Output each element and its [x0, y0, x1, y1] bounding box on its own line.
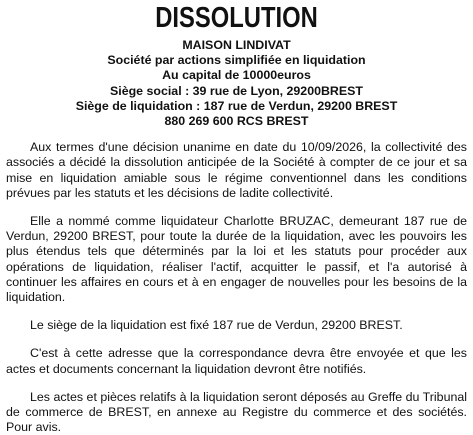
notice-title: DISSOLUTION: [155, 2, 318, 34]
liquidation-office: Siège de liquidation : 187 rue de Verdun, 29200 BREST: [75, 98, 398, 113]
company-capital: Au capital de 10000euros: [162, 68, 311, 83]
registered-office: Siège social : 39 rue de Lyon, 29200BREST: [110, 83, 363, 98]
paragraph-decision: Aux termes d'une décision unanime en date du 10/09/2026, la collectivité des associés a décidé la dissolution anticipée de la Société à compter de ce jour et sa mise en liquidation amiable sous le régime conventionnel dans les conditions prévues par les statuts et les décisions de ladite collectivité.: [6, 140, 467, 200]
company-name: MAISON LINDIVAT: [182, 38, 291, 52]
paragraph-filing: Les actes et pièces relatifs à la liquidation seront déposés au Greffe du Tribunal de commerce de BREST, en annexe au Registre du commerce et des sociétés. Pour avis.: [6, 389, 467, 435]
company-header: [6, 38, 467, 129]
paragraph-liquidation-seat: Le siège de la liquidation est fixé 187 rue de Verdun, 29200 BREST.: [30, 318, 403, 333]
rcs-registration: 880 269 600 RCS BREST: [164, 114, 309, 129]
legal-notice: [0, 2, 473, 435]
notice-body: [6, 140, 467, 435]
company-form: Société par actions simplifiée en liquidation: [107, 53, 366, 68]
paragraph-correspondence: C'est à cette adresse que la correspondance devra être envoyée et que les actes et documents concernant la liquidation devront être notifiés.: [6, 346, 467, 376]
paragraph-liquidator: Elle a nommé comme liquidateur Charlotte BRUZAC, demeurant 187 rue de Verdun, 29200 BREST, pour toute la durée de la liquidation, avec les pouvoirs les plus étendus tels que déterminés par la loi et les statuts pour procéder aux opérations de liquidation, réaliser l'actif, acquitter le passif, et l'a autorisé à continuer les affaires en cours et à en engager de nouvelles pour les besoins de la liquidation.: [6, 214, 467, 305]
